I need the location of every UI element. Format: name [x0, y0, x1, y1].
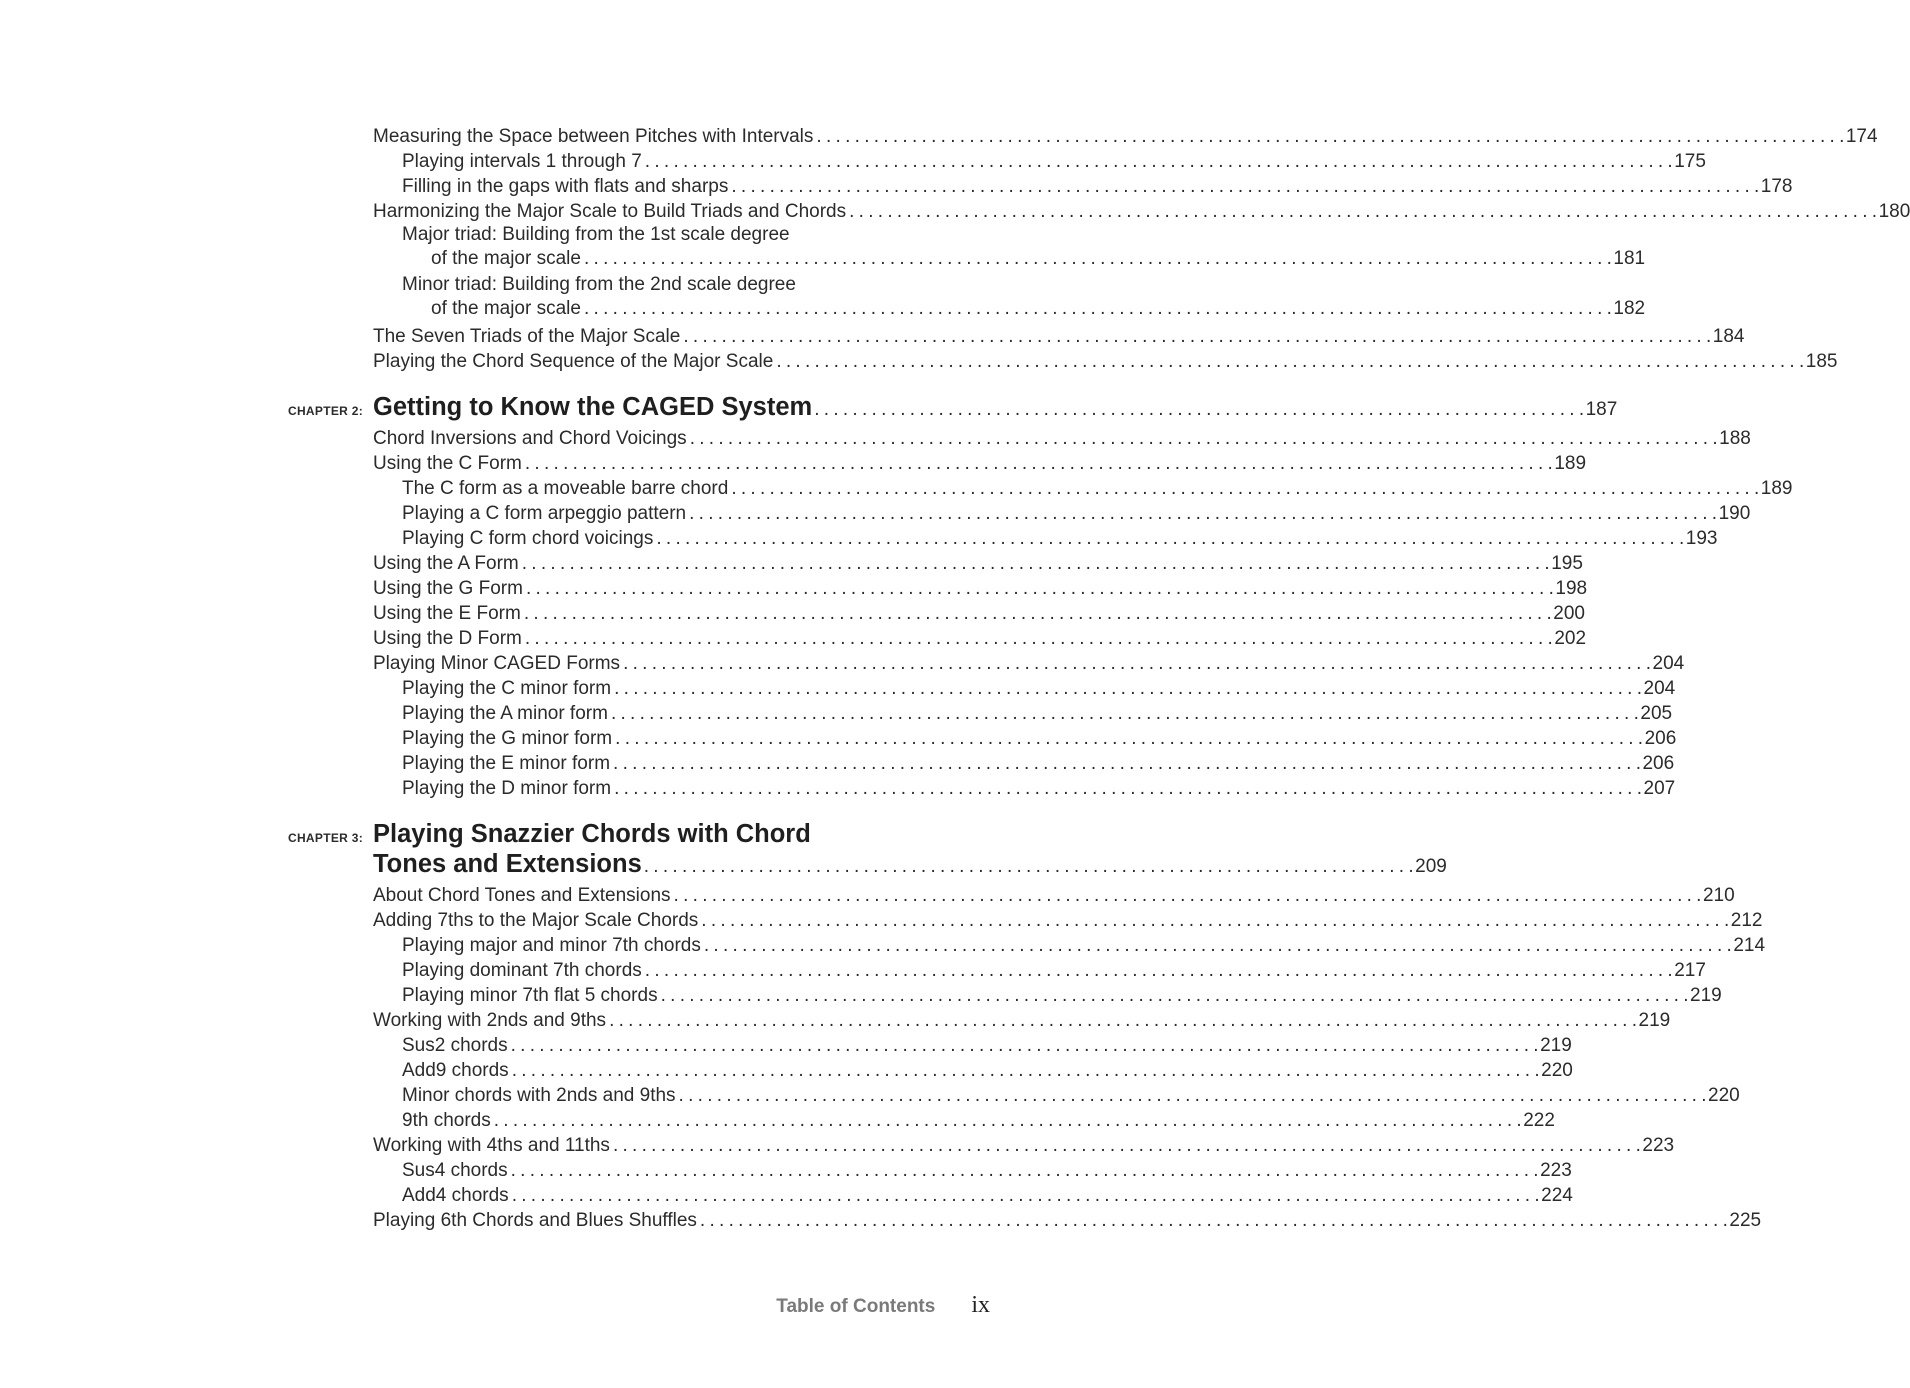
- toc-page-number: 174: [1845, 126, 1878, 147]
- toc-page-number: 214: [1733, 935, 1766, 956]
- toc-entry-title: Playing the E minor form: [402, 753, 611, 774]
- dot-leader: [526, 576, 1553, 601]
- toc-entry-title: Playing the D minor form: [402, 778, 612, 799]
- toc-entry[interactable]: [288, 1183, 1573, 1208]
- toc-entry[interactable]: [288, 626, 1587, 651]
- toc-entry-title: Playing intervals 1 through 7: [402, 151, 642, 172]
- toc-page-number: 217: [1674, 960, 1706, 981]
- dot-leader: [525, 626, 1552, 651]
- toc-entry[interactable]: [288, 551, 1583, 576]
- toc-entry-title: Working with 2nds and 9ths: [373, 1010, 607, 1031]
- chapter-page-number: 209: [1415, 856, 1447, 877]
- toc-page-number: 206: [1642, 753, 1675, 774]
- toc-page-number: 184: [1712, 326, 1745, 347]
- toc-page-number: 198: [1555, 578, 1588, 599]
- toc-entry-title: Add4 chords: [402, 1185, 509, 1206]
- dot-leader: [511, 1033, 1538, 1058]
- toc-entry-title: Using the A Form: [373, 553, 519, 574]
- toc-entry[interactable]: [288, 1033, 1572, 1058]
- chapter-title: Getting to Know the CAGED System: [373, 393, 813, 421]
- toc-page-number: 200: [1553, 603, 1585, 624]
- toc-entry-title: Playing the G minor form: [402, 728, 613, 749]
- toc-entry-title: Filling in the gaps with flats and sharps: [402, 176, 729, 197]
- dot-leader: [679, 1083, 1706, 1108]
- dot-leader: [613, 751, 1640, 776]
- chapter-label: CHAPTER 3:: [288, 831, 364, 845]
- toc-entry-title: Measuring the Space between Pitches with Intervals: [373, 126, 814, 147]
- toc-page-number: 220: [1708, 1085, 1740, 1106]
- dot-leader: [701, 908, 1728, 933]
- page-number: ix: [971, 1292, 990, 1318]
- page-footer: [700, 1292, 990, 1319]
- toc-page-number: 220: [1541, 1060, 1573, 1081]
- dot-leader: [731, 174, 1758, 199]
- toc-page-number: 181: [1613, 248, 1646, 269]
- dot-leader: [613, 1133, 1640, 1158]
- toc-entry-title: Major triad: Building from the 1st scale degree: [402, 224, 790, 245]
- toc-page-number: 210: [1702, 885, 1735, 906]
- toc-entry[interactable]: [288, 933, 1766, 958]
- toc-entry[interactable]: [288, 651, 1685, 676]
- dot-leader: [683, 324, 1710, 349]
- toc-entry-title-cont: of the major scale: [431, 298, 581, 319]
- toc-entry-title: Using the D Form: [373, 628, 522, 649]
- dot-leader: [623, 651, 1650, 676]
- toc-entry[interactable]: [288, 701, 1673, 726]
- toc-entry[interactable]: [288, 501, 1751, 526]
- dot-leader: [645, 149, 1672, 174]
- toc-entry-title: Sus2 chords: [402, 1035, 508, 1056]
- dot-leader: [731, 476, 1758, 501]
- toc-entry[interactable]: [288, 726, 1677, 751]
- toc-entry-title: 9th chords: [402, 1110, 491, 1131]
- toc-page-number: 185: [1805, 351, 1838, 372]
- toc-entry-title: About Chord Tones and Extensions: [373, 885, 671, 906]
- toc-entry-title: Using the E Form: [373, 603, 521, 624]
- toc-entry[interactable]: [288, 174, 1793, 199]
- toc-page-number: 223: [1540, 1160, 1572, 1181]
- toc-entry-title: Minor triad: Building from the 2nd scale degree: [402, 274, 796, 295]
- toc-entry[interactable]: [288, 526, 1718, 551]
- toc-entry-title: Playing minor 7th flat 5 chords: [402, 985, 658, 1006]
- toc-entry[interactable]: [288, 958, 1706, 983]
- dot-leader: [525, 451, 1552, 476]
- dot-leader: [494, 1108, 1521, 1133]
- toc-page-number: 207: [1643, 778, 1676, 799]
- toc-entry[interactable]: [288, 883, 1735, 908]
- toc-page-number: 212: [1730, 910, 1763, 931]
- toc-entry-title: Playing a C form arpeggio pattern: [402, 503, 687, 524]
- dot-leader: [704, 933, 1731, 958]
- toc-entry-title: Add9 chords: [402, 1060, 509, 1081]
- toc-entry[interactable]: [288, 1008, 1671, 1033]
- toc-page-number: 222: [1523, 1110, 1555, 1131]
- toc-entry-title: The C form as a moveable barre chord: [402, 478, 729, 499]
- toc-page-number: 204: [1643, 678, 1676, 699]
- dot-leader: [511, 1158, 1538, 1183]
- toc-page-number: 193: [1685, 528, 1718, 549]
- toc-entry[interactable]: [288, 1083, 1740, 1108]
- toc-entry[interactable]: [288, 576, 1588, 601]
- toc-entry-title: Chord Inversions and Chord Voicings: [373, 428, 687, 449]
- dot-leader: [644, 856, 1413, 878]
- dot-leader: [656, 526, 1683, 551]
- toc-entry-title: Playing C form chord voicings: [402, 528, 654, 549]
- toc-entry[interactable]: [288, 908, 1763, 933]
- dot-leader: [814, 399, 1583, 421]
- dot-leader: [584, 296, 1611, 321]
- toc-page-number: 204: [1652, 653, 1685, 674]
- dot-leader: [849, 199, 1876, 224]
- toc-page-number: 219: [1690, 985, 1722, 1006]
- toc-entry-title: The Seven Triads of the Major Scale: [373, 326, 681, 347]
- toc-entry-title: Playing the Chord Sequence of the Major Scale: [373, 351, 774, 372]
- toc-entry[interactable]: [288, 274, 1646, 324]
- dot-leader: [614, 676, 1641, 701]
- toc-entry-title: Playing Minor CAGED Forms: [373, 653, 621, 674]
- dot-leader: [816, 124, 1843, 149]
- toc-entry-title: Harmonizing the Major Scale to Build Triads and Chords: [373, 201, 847, 222]
- toc-entry[interactable]: [288, 124, 1878, 149]
- toc-entry-title: Playing dominant 7th chords: [402, 960, 642, 981]
- toc-entry-title-cont: of the major scale: [431, 248, 581, 269]
- toc-page-number: 189: [1760, 478, 1793, 499]
- toc-entry-title: Working with 4ths and 11ths: [373, 1135, 610, 1156]
- toc-page-number: 190: [1718, 503, 1751, 524]
- chapter-heading[interactable]: [288, 392, 1618, 422]
- toc-entry[interactable]: [288, 1208, 1762, 1233]
- toc-page-number: 180: [1878, 201, 1910, 222]
- toc-entry-title: Minor chords with 2nds and 9ths: [402, 1085, 676, 1106]
- dot-leader: [776, 349, 1803, 374]
- toc-entry[interactable]: [288, 451, 1587, 476]
- toc-entry[interactable]: [288, 601, 1585, 626]
- toc-page-number: 224: [1541, 1185, 1573, 1206]
- toc-entry[interactable]: [288, 149, 1706, 174]
- toc-entry-title: Playing the C minor form: [402, 678, 612, 699]
- chapter-title: Playing Snazzier Chords with Chord: [373, 820, 811, 848]
- toc-entry[interactable]: [288, 676, 1676, 701]
- dot-leader: [661, 983, 1688, 1008]
- toc-page-number: 219: [1540, 1035, 1572, 1056]
- running-title: Table of Contents: [776, 1296, 936, 1317]
- dot-leader: [674, 883, 1701, 908]
- dot-leader: [584, 246, 1611, 271]
- chapter-heading[interactable]: [288, 819, 1447, 879]
- toc-entry[interactable]: [288, 224, 1646, 274]
- dot-leader: [645, 958, 1672, 983]
- dot-leader: [614, 776, 1641, 801]
- toc-entry[interactable]: [288, 776, 1676, 801]
- toc-page-number: 223: [1642, 1135, 1675, 1156]
- toc-page-number: 195: [1551, 553, 1583, 574]
- toc-page-number: 188: [1719, 428, 1751, 449]
- toc-page-number: 206: [1644, 728, 1677, 749]
- dot-leader: [512, 1183, 1539, 1208]
- chapter-title-line2: Tones and Extensions: [373, 850, 642, 878]
- toc-entry[interactable]: [288, 1058, 1573, 1083]
- dot-leader: [689, 501, 1716, 526]
- toc-entry[interactable]: [288, 751, 1675, 776]
- toc-entry-title: Sus4 chords: [402, 1160, 508, 1181]
- dot-leader: [615, 726, 1642, 751]
- toc-entry-title: Using the G Form: [373, 578, 523, 599]
- toc-entry[interactable]: [288, 1133, 1675, 1158]
- dot-leader: [611, 701, 1638, 726]
- toc-entry[interactable]: [288, 199, 1910, 224]
- chapter-page-number: 187: [1585, 399, 1618, 420]
- toc-entry-title: Adding 7ths to the Major Scale Chords: [373, 910, 699, 931]
- dot-leader: [609, 1008, 1636, 1033]
- toc-entry-title: Playing 6th Chords and Blues Shuffles: [373, 1210, 697, 1231]
- dot-leader: [690, 426, 1717, 451]
- toc-page-number: 202: [1554, 628, 1587, 649]
- dot-leader: [512, 1058, 1539, 1083]
- chapter-label: CHAPTER 2:: [288, 404, 364, 418]
- toc-page-number: 205: [1640, 703, 1673, 724]
- toc-page-number: 189: [1554, 453, 1587, 474]
- toc-entry[interactable]: [288, 476, 1793, 501]
- toc-entry[interactable]: [288, 1108, 1555, 1133]
- table-of-contents: [288, 124, 1910, 1233]
- dot-leader: [524, 601, 1551, 626]
- toc-page-number: 175: [1674, 151, 1706, 172]
- toc-entry[interactable]: [288, 426, 1751, 451]
- dot-leader: [522, 551, 1549, 576]
- toc-entry-title: Using the C Form: [373, 453, 522, 474]
- toc-entry[interactable]: [288, 349, 1838, 374]
- toc-entry[interactable]: [288, 1158, 1572, 1183]
- toc-entry[interactable]: [288, 324, 1745, 349]
- toc-entry[interactable]: [288, 983, 1722, 1008]
- toc-entry-title: Playing major and minor 7th chords: [402, 935, 701, 956]
- toc-page-number: 182: [1613, 298, 1646, 319]
- dot-leader: [700, 1208, 1727, 1233]
- toc-entry-title: Playing the A minor form: [402, 703, 608, 724]
- toc-page-number: 219: [1638, 1010, 1671, 1031]
- toc-page-number: 178: [1760, 176, 1793, 197]
- toc-page-number: 225: [1729, 1210, 1762, 1231]
